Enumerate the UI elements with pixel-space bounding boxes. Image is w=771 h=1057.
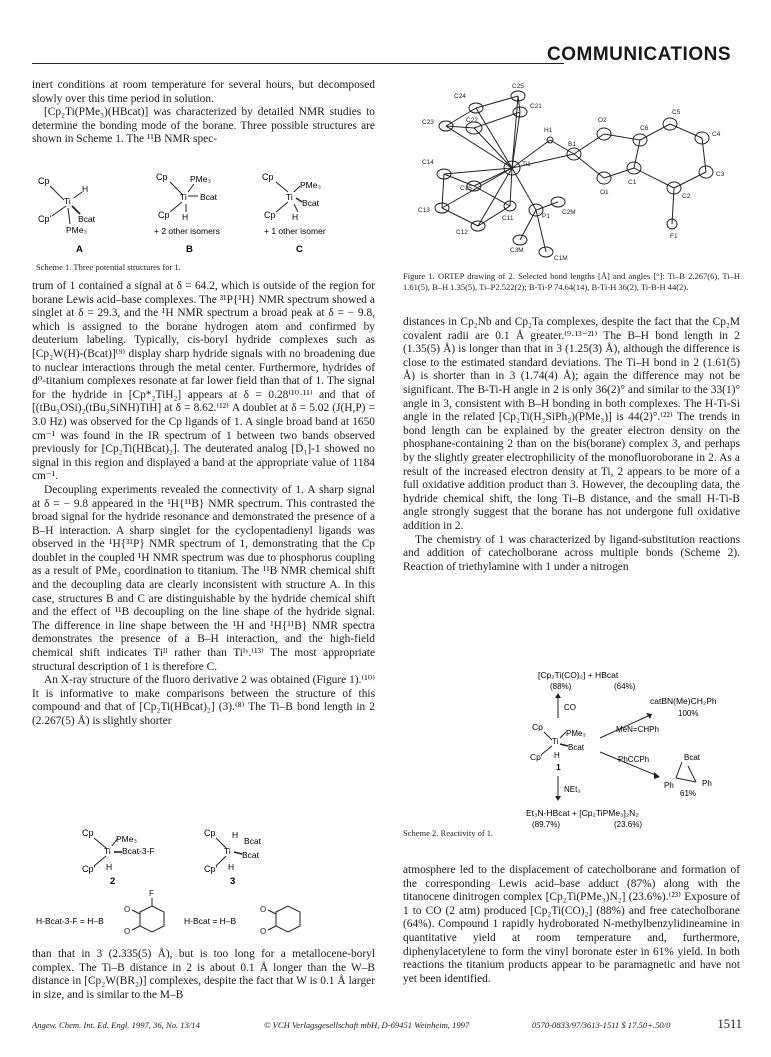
svg-text:C22: C22	[466, 117, 478, 124]
svg-text:C11: C11	[502, 215, 514, 222]
svg-text:C24: C24	[454, 93, 466, 100]
svg-text:C6: C6	[640, 125, 649, 132]
svg-text:H: H	[228, 862, 235, 872]
svg-text:Ti: Ti	[64, 196, 71, 206]
svg-text:Ti: Ti	[224, 846, 231, 856]
svg-text:O: O	[260, 927, 267, 936]
svg-text:H: H	[554, 751, 560, 760]
svg-text:C5: C5	[672, 109, 681, 116]
svg-text:Cp: Cp	[156, 172, 168, 182]
svg-text:Cp': Cp'	[530, 752, 543, 762]
svg-text:C23: C23	[422, 119, 434, 126]
svg-text:C21: C21	[530, 103, 542, 110]
svg-text:O: O	[124, 905, 131, 914]
structure-c	[262, 172, 326, 255]
svg-text:Bcat: Bcat	[684, 753, 701, 762]
svg-text:CO: CO	[564, 703, 576, 712]
svg-text:(88%): (88%)	[550, 682, 572, 691]
isomer-note: + 2 other isomers	[154, 226, 220, 236]
svg-text:C25: C25	[512, 83, 524, 90]
scheme-2-top-products: [Cp₂Ti(CO)₂] + HBcat	[538, 670, 619, 680]
svg-text:B1: B1	[568, 141, 576, 148]
svg-text:H: H	[106, 862, 113, 872]
publisher-note: © VCH Verlagsgesellschaft mbH, D-69451 Weinheim, 1997	[264, 1020, 470, 1030]
svg-text:Ti: Ti	[552, 737, 559, 746]
svg-text:H: H	[292, 212, 299, 222]
svg-text:61%: 61%	[680, 789, 697, 798]
svg-text:Cp: Cp	[262, 172, 274, 182]
svg-text:C2: C2	[682, 193, 691, 200]
paragraph: inert conditions at room temperature for several hours, but decomposed slowly over this time period in solution.	[32, 79, 375, 105]
svg-text:C4: C4	[712, 131, 721, 138]
svg-text:Cp: Cp	[82, 828, 94, 838]
svg-text:Cp: Cp	[264, 210, 276, 220]
svg-text:O: O	[124, 927, 131, 936]
svg-text:Bcat: Bcat	[302, 198, 320, 208]
structure-a	[38, 176, 96, 255]
svg-text:Cp: Cp	[158, 210, 170, 220]
svg-text:P1: P1	[542, 213, 550, 220]
svg-text:PhCCPh: PhCCPh	[618, 755, 650, 764]
page-footer	[32, 1017, 742, 1031]
compound-structures	[36, 826, 366, 940]
right-column-bottom	[403, 864, 740, 986]
article-code: 0570-0833/97/3613-1511 $ 17.50+.50/0	[532, 1020, 671, 1030]
right-column-top	[403, 316, 740, 574]
svg-text:F1: F1	[670, 233, 678, 240]
scheme-1-caption: Scheme 1. Three potential structures for 1.	[36, 262, 181, 272]
svg-text:Cp': Cp'	[38, 214, 52, 224]
paragraph: [Cp₂Ti(PMe₃)(HBcat)] was characterized by detailed NMR studies to determine the bonding mode of the borane. Three possible structures are shown in Scheme 1. The ¹¹B NMR spec-	[32, 106, 375, 146]
svg-text:PMe₃: PMe₃	[300, 180, 321, 190]
svg-text:PMe₃: PMe₃	[116, 834, 137, 844]
structure-label-b: B	[186, 244, 193, 255]
svg-text:NEt₃: NEt₃	[564, 785, 581, 794]
svg-text:C3M: C3M	[510, 247, 524, 254]
svg-text:Ti: Ti	[104, 846, 111, 856]
svg-text:Cp: Cp	[204, 828, 216, 838]
svg-text:(23.6%): (23.6%)	[614, 820, 643, 829]
svg-text:Bcat: Bcat	[200, 192, 218, 202]
compound-3	[204, 828, 262, 887]
svg-text:Ph: Ph	[664, 781, 674, 790]
paragraph: atmosphere led to the displacement of catecholborane and formation of the corresponding Lewis acid–base adduct (87%) along with the titanocene dinitrogen complex [Cp₂Ti(PMe₃)N₂] (23.6%).⁽²³⁾ Exposure of 1 to CO (2 atm) produced [Cp₂Ti(CO)₂] (88%) and free catecholborane (64%). Compound 1 rapidly hydroborated N-methylbenzylidineamine in quantitative yield at room temperature and, furthermore, diphenylacetylene to form the vinyl boronate ester in 61% yield. In both reactions the titanium products appear to be paramagnetic and have not yet been identified.	[403, 864, 740, 985]
svg-text:Bcat: Bcat	[568, 743, 585, 752]
svg-text:Cp: Cp	[532, 722, 543, 732]
scheme-2-caption: Scheme 2. Reactivity of 1.	[403, 828, 494, 838]
svg-text:Ti: Ti	[180, 192, 187, 202]
catechol-ring-f	[124, 889, 164, 936]
svg-text:O: O	[260, 905, 267, 914]
paragraph: Decoupling experiments revealed the connectivity of 1. A sharp signal at δ = − 9.8 appeared in the ¹H{¹¹B} NMR spectrum. This contrasted the broad signal for the hydride resonance and demonstrated the presence of a B–H interaction. A sharp singlet for the cyclopentadienyl ligands was observed in the ¹H{³¹P} NMR spectrum of 1, demonstrating that the Cp doublet in the coupled ¹H NMR spectrum was due to phosphorus coupling as a result of PMe₃ coordination to titanium. The ¹¹B NMR chemical shift and the decoupling data are clearly inconsistent with structure A. In this case, structures B and C are distinguishable by the hydride chemical shift and the effect of ¹¹B decoupling on the line shape of the hydride signal. The difference in line shape between the ¹H and ¹H{¹¹B} NMR spectra demonstrates the presence of a B–H interaction, and the high-field chemical shift indicates Tiᴵᴵ rather than Tiᴵᵛ.⁽¹³⁾ The most appropriate structural description of 1 is therefore C.	[32, 483, 375, 673]
svg-text:Cp': Cp'	[204, 864, 218, 874]
compound-2-label: 2	[110, 876, 116, 887]
svg-text:C15: C15	[460, 185, 472, 192]
svg-text:C12: C12	[456, 229, 468, 236]
section-title: COMMUNICATIONS	[547, 44, 731, 65]
figure-1-caption: Figure 1. ORTEP drawing of 2. Selected bond lengths [Å] and angles [°]: Ti–B 2.267(6), Ti–H 1.61(5), B–H 1.35(5), Ti–P2.522(2); B-Ti-P 74.64(14), B-Ti-H 36(2), Ti-B-H 44(2).	[403, 271, 740, 292]
svg-text:Ph: Ph	[702, 779, 712, 788]
svg-text:C1: C1	[628, 179, 637, 186]
svg-text:C3: C3	[716, 171, 725, 178]
svg-text:Bcat: Bcat	[242, 850, 260, 860]
svg-text:C1M: C1M	[554, 255, 568, 262]
svg-text:C2M: C2M	[562, 209, 576, 216]
paragraph: than that in 3 (2.335(5) Å), but is too long for a metallocene-boryl complex. The Ti–B distance in 2 is about 0.1 Å longer than the W–B distance in [Cp₂W(BR₂)] complexes, despite the fact that W is 0.1 Å larger in size, and is similar to the M–B	[32, 948, 375, 1001]
compound-2	[82, 828, 155, 887]
svg-text:H: H	[82, 184, 89, 194]
catechol-ring	[260, 905, 300, 936]
svg-text:O1: O1	[600, 189, 609, 196]
svg-text:catBN(Me)CH₂Ph: catBN(Me)CH₂Ph	[650, 696, 717, 706]
structure-label-c: C	[296, 244, 303, 255]
svg-text:1: 1	[556, 762, 561, 772]
svg-text:PMe₃: PMe₃	[66, 225, 87, 235]
left-column-top	[32, 79, 375, 147]
structure-b	[154, 172, 220, 255]
header-rule	[32, 63, 564, 64]
isomer-note: + 1 other isomer	[264, 226, 326, 236]
svg-text:MeN=CHPh: MeN=CHPh	[616, 725, 659, 734]
page-number: 1511	[717, 1017, 742, 1031]
svg-text:Cp: Cp	[38, 176, 50, 186]
paragraph: trum of 1 contained a signal at δ = 64.2, which is outside of the region for borane Lewis acid–base complexes. The ³¹P{¹H} NMR spectrum showed a singlet at δ = 29.3, and the ¹H NMR spectrum a broad peak at δ = − 9.8, which is assigned to the borane hydrogen atom and confirmed by deuterium labeling. Typically, cis-boryl hydride complexes such as [Cp₂W(H)-(Bcat)]⁽⁹⁾ display sharp hydride signals with no broadening due to nuclear interactions through the metal center. Furthermore, hydrides of d⁰-titanium complexes resonate at far lower field than that of 1. The signal for the hydride in [Cp*₂TiH₂] appears at δ = 0.28⁽¹⁰·¹¹⁾ and that of [(tBu₃OSi)₂(tBu₃SiNH)TiH] at δ = 8.62.⁽¹²⁾ A doublet at δ = 5.02 (J(H,P) = 3.0 Hz) was observed for the Cp ligands of 1. A single broad band at 1650 cm⁻¹ was found in the IR spectrum of 1 between two bands observed previously for [Cp₂Ti(HBcat)₂]. The deuterated analog [D₁]-1 showed no signal in this region and displayed a band at the appropriate value of 1184 cm⁻¹.	[32, 280, 375, 483]
structure-label-a: A	[76, 244, 83, 255]
svg-text:C13: C13	[418, 207, 430, 214]
paragraph: The chemistry of 1 was characterized by ligand-substitution reactions and addition of catecholborane across multiple bonds (Scheme 2). Reaction of triethylamine with 1 under a nitrogen	[403, 533, 740, 573]
svg-text:C14: C14	[422, 159, 434, 166]
ortep-figure	[408, 78, 740, 268]
svg-text:Bcat: Bcat	[78, 214, 96, 224]
left-column-bottom	[32, 948, 375, 1002]
definition-bcat: H-Bcat = H–B	[184, 916, 237, 926]
svg-text:(89.7%): (89.7%)	[532, 820, 561, 829]
svg-text:H: H	[232, 830, 239, 840]
journal-citation: Angew. Chem. Int. Ed. Engl. 1997, 36, No. 13/14	[32, 1020, 200, 1030]
definition-bcat-3-f: H-Bcat-3-F = H–B	[36, 916, 104, 926]
svg-text:F: F	[149, 889, 154, 898]
svg-text:(64%): (64%)	[614, 682, 636, 691]
compound-2-substituent: Bcat-3-F	[122, 846, 155, 856]
svg-text:Bcat: Bcat	[244, 836, 262, 846]
svg-text:Ti: Ti	[286, 192, 293, 202]
svg-text:Cp': Cp'	[82, 864, 96, 874]
compound-3-label: 3	[230, 876, 236, 887]
svg-text:PMe₃: PMe₃	[190, 174, 211, 184]
paragraph: distances in Cp₂Nb and Cp₂Ta complexes, despite the fact that the Cp₂M covalent radii are 0.1 Å greater.⁽⁹·¹³⁻²¹⁾ The B–H bond length in 2 (1.35(5) Å) is longer than that in 3 (1.25(3) Å), although the difference is close to the estimated standard deviations. The Ti–H bond in 2 (1.61(5) Å) is shorter than in 3 (1.74(4) Å); again the difference may not be significant. The B-Ti-H angle in 2 is only 36(2)° and similar to the 33(1)° angle in 3, consistent with B–H bonding in both complexes. The H-Ti-Si angle in the related [Cp₂Ti(H₂SiPh₂)(PMe₃)] is 44(2)°.⁽²²⁾ The trends in bond length can be explained by the greater electron density on the phosphane-containing 2 than on the bis(borane) complex 3, and perhaps by the slightly greater electrophilicity of the monofluoroborane in 2. As a result of the increased electron density at Ti, 2 appears to be more of a full oxidative addition product than 3. However, the decoupling data, the hydride chemical shift, the long Ti–B distance, and the small H-Ti-B angle strongly suggest that the borane has not undergone full oxidative addition in 2.	[403, 316, 740, 532]
scheme-2	[520, 666, 745, 844]
paragraph: An X-ray structure of the fluoro derivative 2 was obtained (Figure 1).⁽¹⁰⁾ It is informative to make comparisons between the structure of this compound and that of [Cp₂Ti(HBcat)₂] (3).⁽⁸⁾ The Ti–B bond length in 2 (2.267(5) Å) is slightly shorter	[32, 674, 375, 727]
svg-text:H1: H1	[544, 127, 553, 134]
left-column-middle	[32, 280, 375, 729]
svg-text:H: H	[182, 212, 189, 222]
svg-text:PMe₃: PMe₃	[566, 729, 586, 738]
svg-text:O2: O2	[598, 117, 607, 124]
svg-text:100%: 100%	[678, 709, 699, 718]
scheme-1	[36, 170, 366, 260]
scheme-2-bottom-products: Et₃N-HBcat + [Cp₂TiPMe₃]₂N₂	[526, 808, 639, 818]
svg-text:Ti1: Ti1	[522, 161, 531, 168]
